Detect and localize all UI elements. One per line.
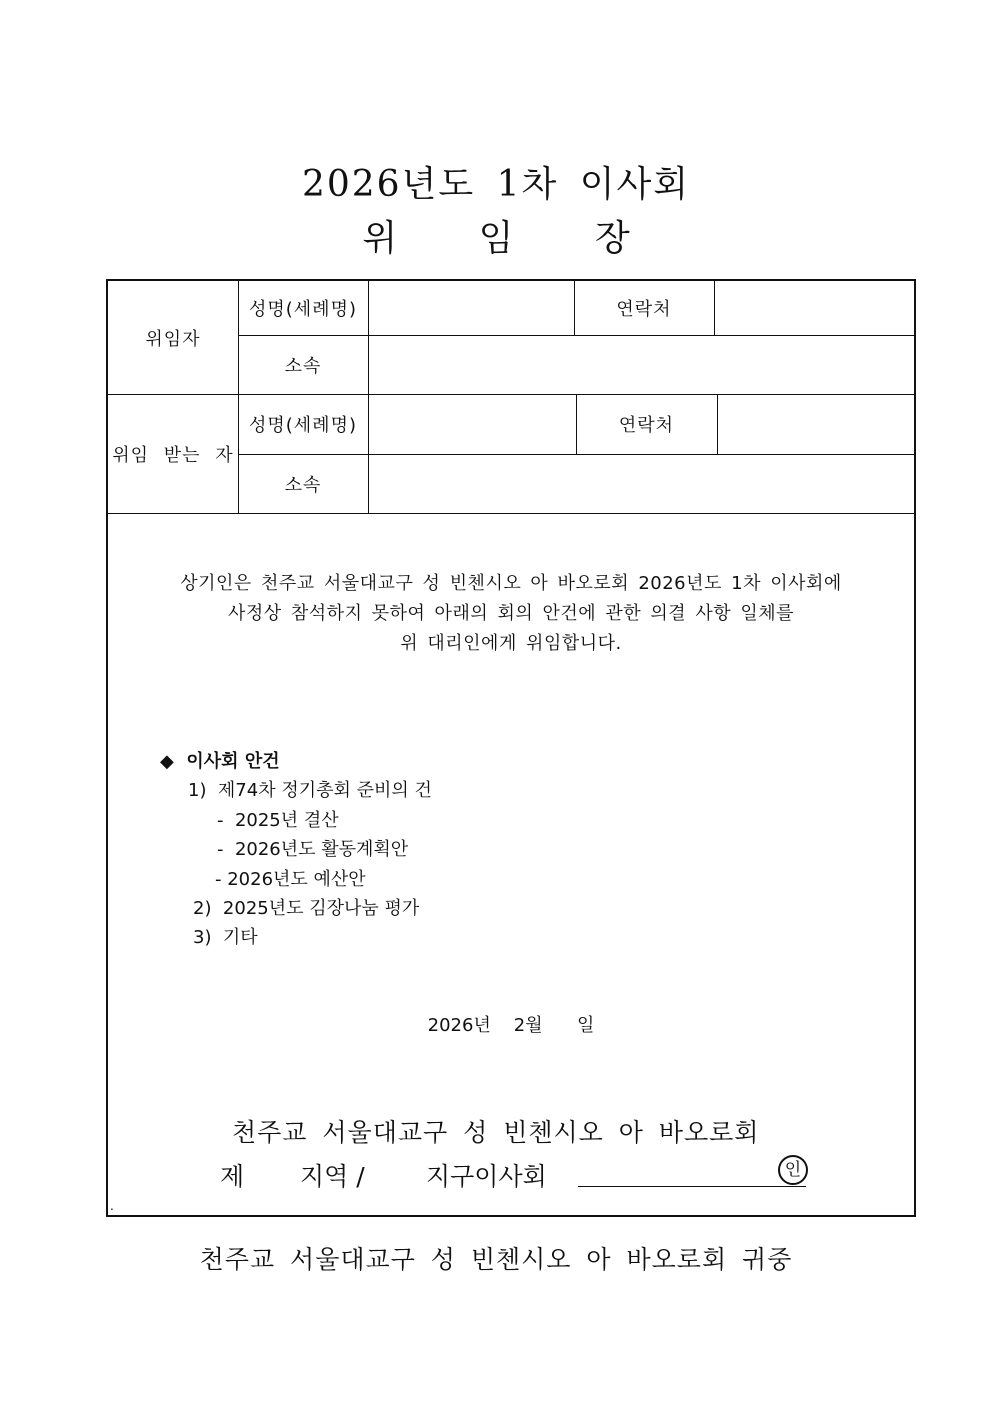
- organization-name: 천주교 서울대교구 성 빈첸시오 아 바오로회: [232, 1118, 760, 1147]
- delegate-affiliation-field[interactable]: [369, 455, 913, 512]
- delegator-name-field[interactable]: [369, 282, 573, 334]
- region-prefix: 제: [220, 1162, 245, 1191]
- delegator-affiliation-label: 소속: [284, 355, 322, 377]
- agenda-item: 1) 제74차 정기총회 준비의 건: [188, 780, 432, 802]
- statement-line: 상기인은 천주교 서울대교구 성 빈첸시오 아 바오로회 2026년도 1차 이사회에: [180, 573, 842, 594]
- delegate-name-label: 성명(세례명): [249, 415, 357, 436]
- agenda-list: [160, 747, 432, 953]
- agenda-item: 2) 2025년도 김장나눔 평가: [193, 898, 420, 920]
- issue-date: [108, 1011, 914, 1037]
- delegation-statement: [108, 569, 914, 659]
- delegate-name-field[interactable]: [369, 395, 575, 453]
- document-title: 2026년도 1차 이사회: [301, 164, 691, 205]
- delegator-contact-label: 연락처: [616, 299, 672, 320]
- delegator-label: 위임자: [145, 328, 201, 350]
- edge-mark: .: [110, 1199, 114, 1213]
- agenda-item: - 2026년도 예산안: [215, 868, 366, 890]
- agenda-item: - 2026년도 활동계획안: [217, 839, 409, 861]
- delegator-contact-field[interactable]: [715, 282, 913, 334]
- grid-line: [108, 513, 914, 514]
- district-label: 지구이사회: [426, 1162, 547, 1191]
- agenda-heading-text: 이사회 안건: [186, 751, 280, 772]
- recipient-footer: 천주교 서울대교구 성 빈첸시오 아 바오로회 귀중: [199, 1245, 793, 1274]
- date-day: 일: [576, 1015, 595, 1036]
- agenda-item: 3) 기타: [193, 927, 258, 949]
- agenda-heading: [160, 747, 432, 776]
- delegate-label: 위임 받는 자: [112, 444, 234, 466]
- statement-line: 위 대리인에게 위임합니다.: [400, 633, 622, 654]
- diamond-bullet-icon: ◆: [160, 751, 174, 772]
- delegate-affiliation-label: 소속: [284, 474, 322, 496]
- statement-line: 사정상 참석하지 못하여 아래의 회의 안건에 관한 의결 사항 일체를: [228, 603, 794, 624]
- delegator-affiliation-field[interactable]: [369, 336, 913, 393]
- document-subtitle: 위 임 장: [362, 218, 630, 259]
- date-month: 2월: [513, 1015, 543, 1036]
- agenda-item: - 2025년 결산: [217, 809, 339, 831]
- form-frame: [106, 279, 916, 1217]
- delegate-contact-field[interactable]: [718, 395, 913, 453]
- seal-mark: 인: [778, 1155, 808, 1185]
- signature-line[interactable]: [578, 1186, 806, 1187]
- delegate-contact-label: 연락처: [618, 415, 675, 436]
- delegator-name-label: 성명(세례명): [249, 299, 357, 320]
- region-label: 지역 /: [300, 1162, 365, 1191]
- date-year: 2026년: [427, 1015, 491, 1036]
